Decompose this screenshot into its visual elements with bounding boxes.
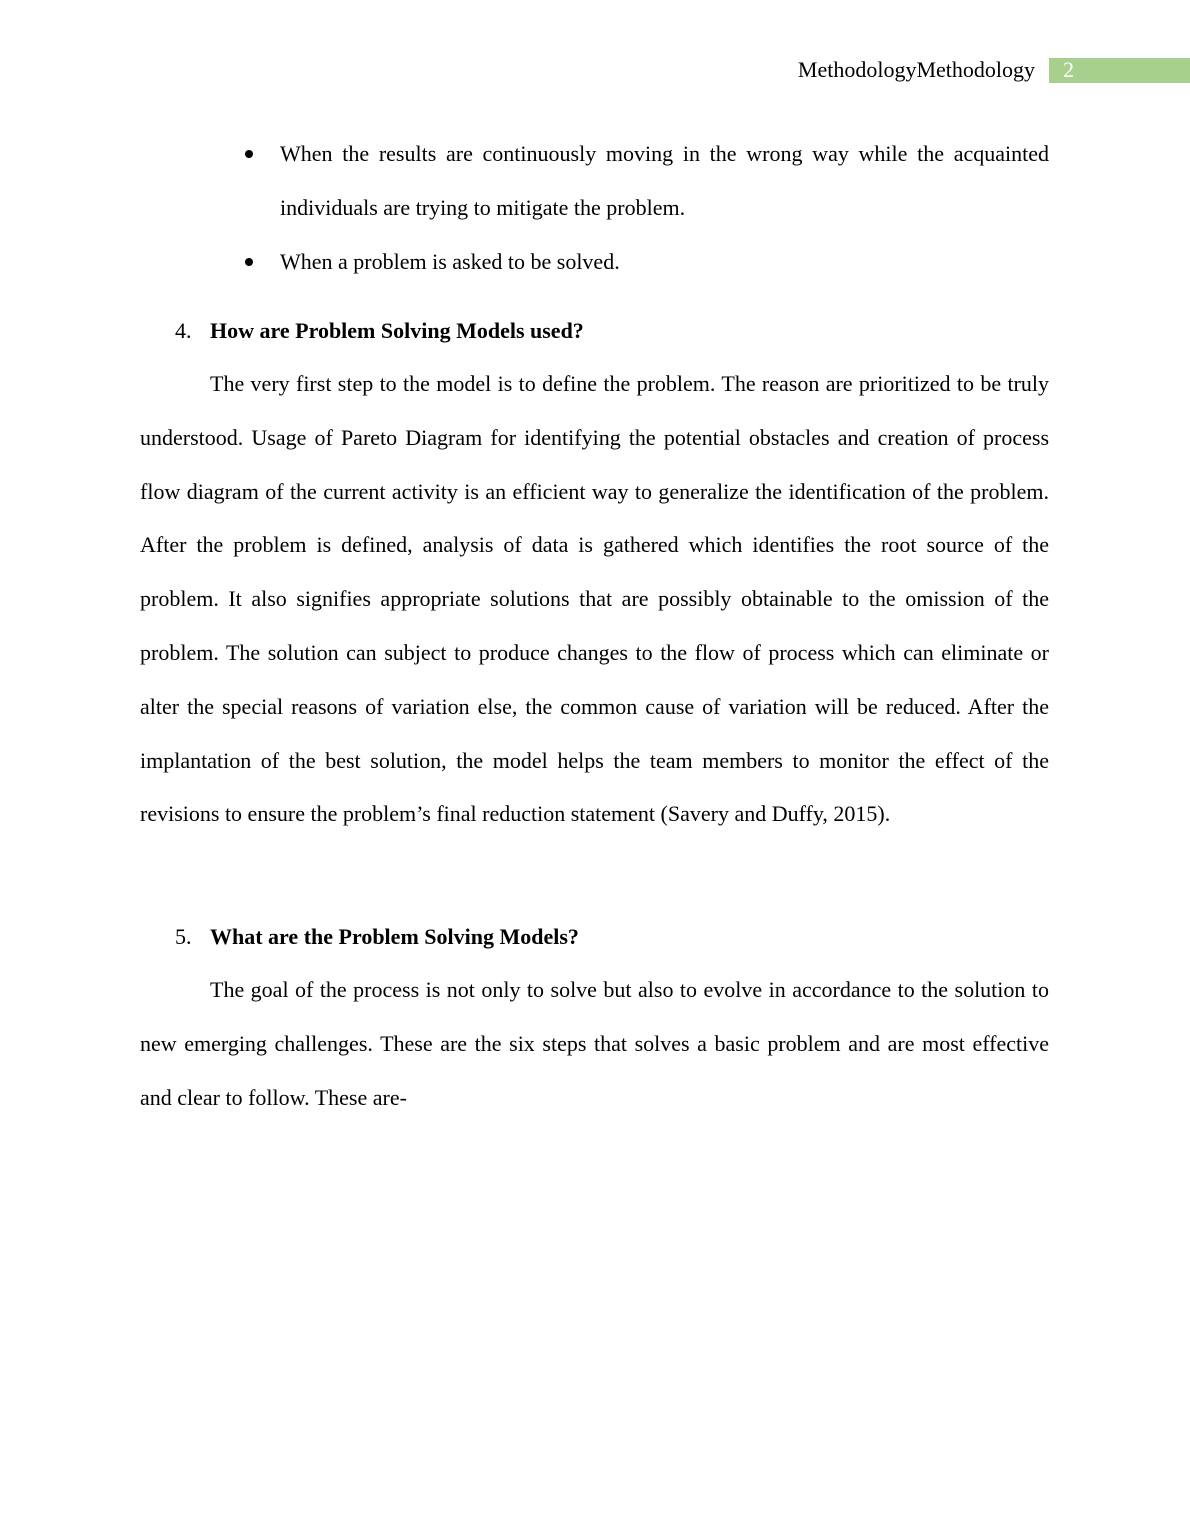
- section-title: What are the Problem Solving Models?: [210, 924, 579, 949]
- page-number-box: [1049, 58, 1190, 83]
- bullet-item: When a problem is asked to be solved.: [280, 249, 620, 274]
- section-paragraph: The very first step to the model is to define the problem. The reason are prioritized to be truly understood. Usage of Pareto Diagram for identifying the potential obstacles and creation of process flow diagram of the current activity is an efficient way to generalize the identification of the problem. After the problem is defined, analysis of data is gathered which identifies the root source of the problem. It also signifies appropriate solutions that are possibly obtainable to the omission of the problem. The solution can subject to produce changes to the flow of process which can eliminate or alter the special reasons of variation else, the common cause of variation will be reduced. After the implantation of the best solution, the model helps the team members to monitor the effect of the revisions to ensure the problem’s final reduction statement (Savery and Duffy, 2015).: [140, 371, 1049, 827]
- running-header-title: MethodologyMethodology: [797, 57, 1035, 82]
- bullet-item: When the results are continuously moving in the wrong way while the acquainted individuals are trying to mitigate the problem.: [280, 141, 1049, 220]
- section-paragraph: The goal of the process is not only to solve but also to evolve in accordance to the solution to new emerging challenges. These are the six steps that solves a basic problem and are most effective and clear to follow. These are-: [140, 977, 1049, 1110]
- bullet-icon: [245, 258, 253, 266]
- bullet-icon: [245, 150, 253, 158]
- section-number: 5.: [175, 924, 192, 949]
- section-number: 4.: [175, 318, 192, 343]
- page-number: 2: [1063, 57, 1074, 82]
- section-title: How are Problem Solving Models used?: [210, 318, 584, 343]
